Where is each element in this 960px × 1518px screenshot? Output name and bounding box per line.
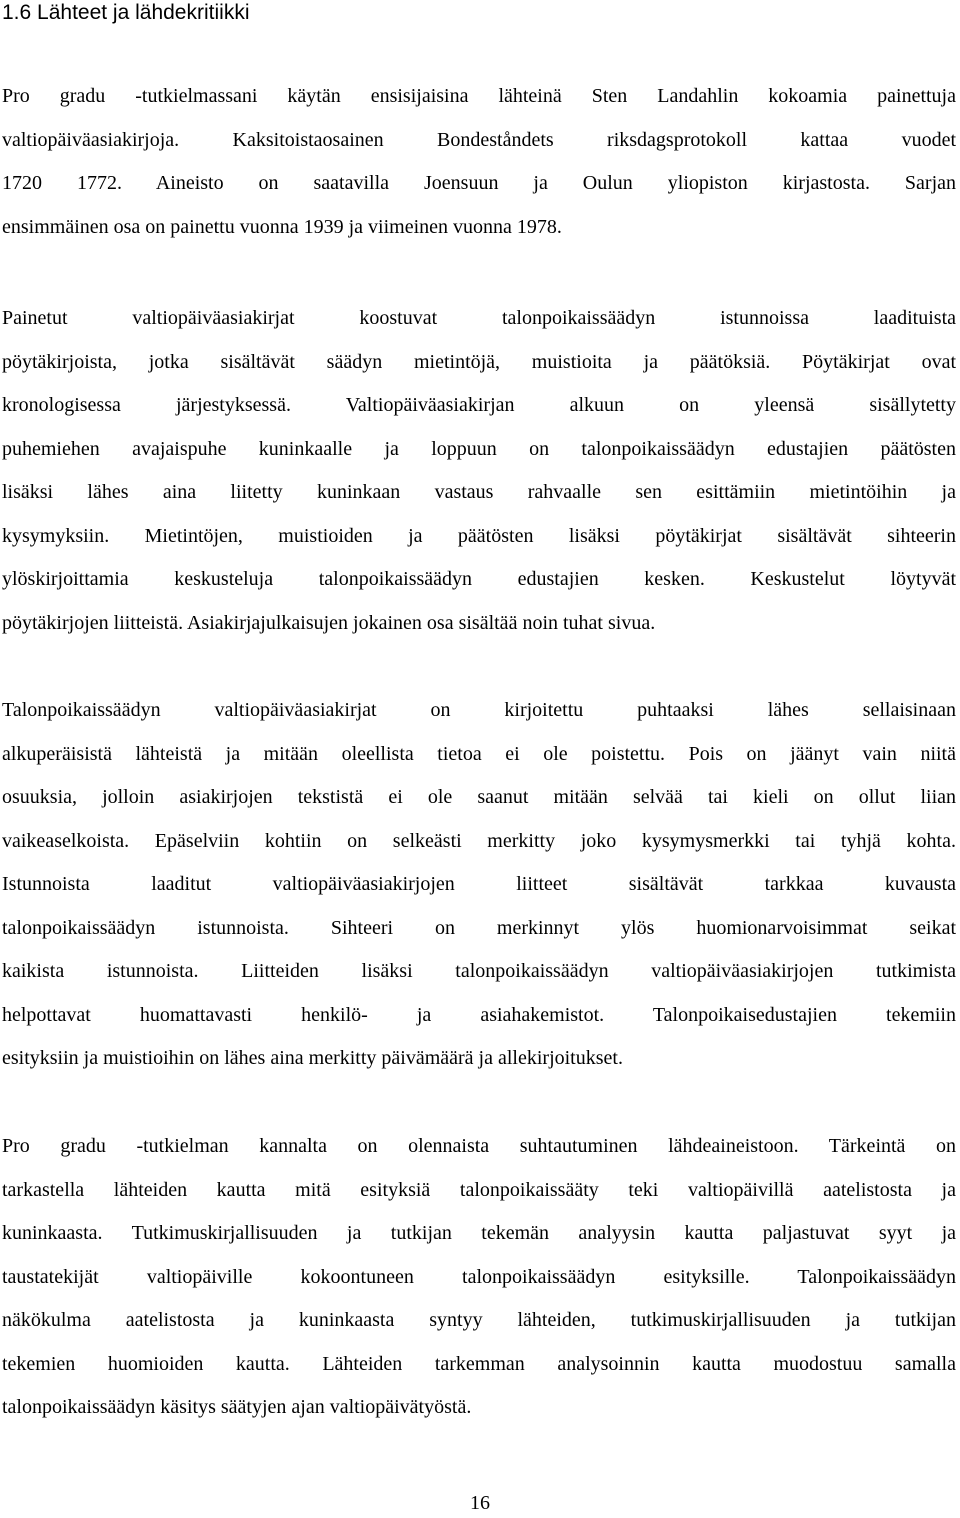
paragraph-line: ylöskirjoittamia keskusteluja talonpoikaissäädyn edustajien kesken. Keskustelut löytyvät (2, 568, 956, 590)
paragraph-transcription (2, 689, 956, 1081)
paragraph-line: helpottavat huomattavasti henkilö- ja asiahakemistot. Talonpoikaisedustajien tekemiin (2, 1003, 956, 1026)
page-number: 16 (470, 1492, 490, 1514)
paragraph-line: vaikeaselkoista. Epäselviin kohtiin on selkeästi merkitty joko kysymysmerkki tai tyhjä kohta. (2, 829, 956, 852)
paragraph-line: Pro gradu -tutkielmassani käytän ensisijaisina lähteinä Sten Landahlin kokoamia painettuja (2, 85, 956, 107)
paragraph-line: Talonpoikaissäädyn valtiopäiväasiakirjat on kirjoitettu puhtaaksi lähes sellaisinaan (2, 699, 956, 721)
paragraph-printed-documents (2, 297, 956, 645)
paragraph-line: Istunnoista laaditut valtiopäiväasiakirjojen liitteet sisältävät tarkkaa kuvausta (2, 873, 956, 895)
paragraph-line: pöytäkirjoista, jotka sisältävät säädyn mietintöjä, muistioita ja päätöksiä. Pöytäkirjat ovat (2, 350, 956, 373)
paragraph-source-criticism (2, 1125, 956, 1430)
paragraph-line: tarkastella lähteiden kautta mitä esityksiä talonpoikaissääty teki valtiopäivillä aatelistosta ja (2, 1178, 956, 1201)
paragraph-sources (2, 75, 956, 249)
paragraph-line: ensimmäinen osa on painettu vuonna 1939 ja viimeinen vuonna 1978. (2, 215, 562, 238)
paragraph-line: puhemiehen avajaispuhe kuninkaalle ja loppuun on talonpoikaissäädyn edustajien päätösten (2, 437, 956, 460)
paragraph-line: taustatekijät valtiopäiville kokoontuneen talonpoikaissäädyn esityksille. Talonpoikaissäädyn (2, 1265, 956, 1288)
paragraph-line: talonpoikaissäädyn istunnoista. Sihteeri on merkinnyt ylös huomionarvoisimmat seikat (2, 916, 956, 939)
paragraph-line: osuuksia, jolloin asiakirjojen tekstistä ei ole saanut mitään selvää tai kieli on ollut liian (2, 786, 956, 808)
paragraph-line: Pro gradu -tutkielman kannalta on olennaista suhtautuminen lähdeaineistoon. Tärkeintä on (2, 1135, 956, 1157)
paragraph-line: kuninkaasta. Tutkimuskirjallisuuden ja tutkijan tekemän analyysin kautta paljastuvat syyt ja (2, 1222, 956, 1244)
paragraph-line: tekemien huomioiden kautta. Lähteiden tarkemman analysoinnin kautta muodostuu samalla (2, 1352, 956, 1375)
paragraph-line: kaikista istunnoista. Liitteiden lisäksi talonpoikaissäädyn valtiopäiväasiakirjojen tutkimista (2, 960, 956, 982)
paragraph-line: pöytäkirjojen liitteistä. Asiakirjajulkaisujen jokainen osa sisältää noin tuhat sivua. (2, 611, 656, 634)
paragraph-line: kysymyksiin. Mietintöjen, muistioiden ja päätösten lisäksi pöytäkirjat sisältävät sihteerin (2, 524, 956, 547)
paragraph-line: näkökulma aatelistosta ja kuninkaasta syntyy lähteiden, tutkimuskirjallisuuden ja tutkijan (2, 1309, 956, 1331)
paragraph-line: Painetut valtiopäiväasiakirjat koostuvat talonpoikaissäädyn istunnoissa laadituista (2, 307, 956, 329)
paragraph-line: esityksiin ja muistioihin on lähes aina merkitty päivämäärä ja allekirjoitukset. (2, 1047, 623, 1069)
paragraph-line: alkuperäisistä lähteistä ja mitään oleellista tietoa ei ole poistettu. Pois on jäänyt vain niitä (2, 742, 956, 765)
paragraph-line: kronologisessa järjestyksessä. Valtiopäiväasiakirjan alkuun on yleensä sisällytetty (2, 394, 956, 416)
paragraph-line: 1720 1772. Aineisto on saatavilla Joensuun ja Oulun yliopiston kirjastosta. Sarjan (2, 172, 956, 194)
paragraph-line: lisäksi lähes aina liitetty kuninkaan vastaus rahvaalle sen esittämiin mietintöihin ja (2, 481, 956, 503)
section-heading: 1.6 Lähteet ja lähdekritiikki (2, 1, 250, 24)
paragraph-line: valtiopäiväasiakirjoja. Kaksitoistaosainen Bondeståndets riksdagsprotokoll kattaa vuodet (2, 128, 956, 151)
paragraph-line: talonpoikaissäädyn käsitys säätyjen ajan valtiopäivätyöstä. (2, 1396, 472, 1418)
